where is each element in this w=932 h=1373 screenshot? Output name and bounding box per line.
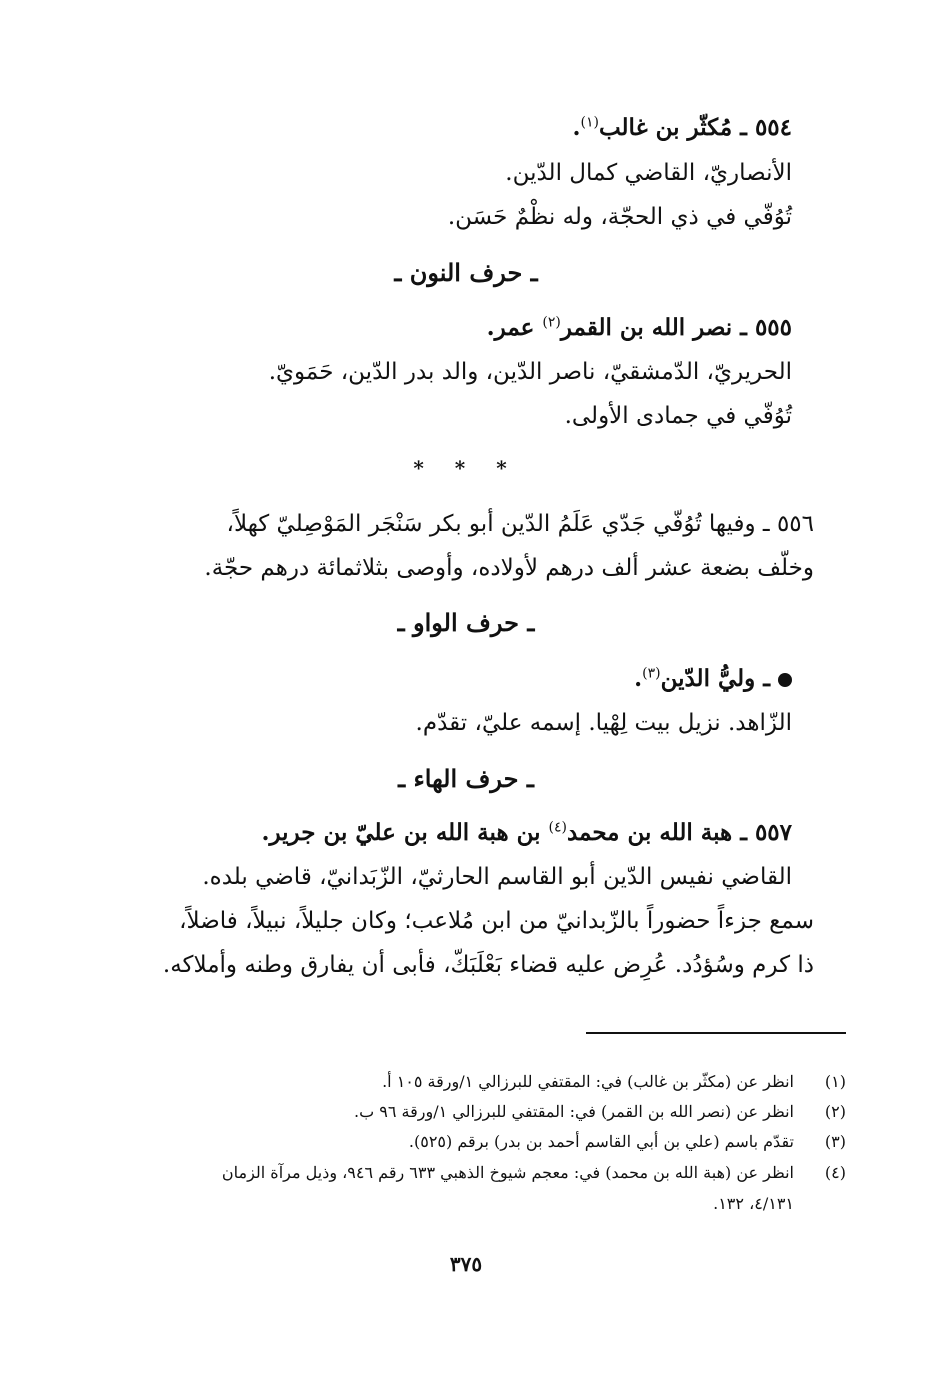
entry-554-heading bbox=[572, 113, 792, 143]
entry-555-heading bbox=[487, 313, 792, 343]
entry-555-title-end: عمر. bbox=[486, 314, 543, 341]
entry-555-line-2: تُوُفّي في جمادى الأولى. bbox=[564, 403, 792, 429]
footnote-1-number: (١) bbox=[824, 1072, 846, 1091]
entry-557-title: ٥٥٧ ـ هبة الله بن محمد bbox=[566, 819, 792, 846]
entry-556-line-2: وخلّف بضعة عشر ألف درهم لأولاده، وأوصى بثلاثمائة درهم حجّة. bbox=[204, 555, 814, 581]
entry-557-line-3: ذا كرم وسُؤدُد. عُرِض عليه قضاء بَعْلَبَكّ، فأبى أن يفارق وطنه وأملاكه. bbox=[162, 952, 814, 978]
footnote-ref-2: (٢) bbox=[542, 314, 561, 331]
entry-wali-title: ـ وليُّ الدّين bbox=[660, 665, 770, 692]
footnote-3 bbox=[86, 1129, 846, 1155]
footnote-3-text: تقدّم باسم (علي بن أبي القاسم أحمد بن بدر) برقم (٥٢٥). bbox=[408, 1132, 794, 1151]
footnote-1 bbox=[86, 1069, 846, 1095]
page-number: ٣٧٥ bbox=[449, 1252, 483, 1276]
section-heading-nun: ـ حرف النون ـ bbox=[394, 258, 538, 287]
footnote-2-number: (٢) bbox=[824, 1102, 846, 1121]
footnote-2-text: انظر عن (نصر الله بن القمر) في: المقتفي للبرزالي ١/ورقة ٩٦ ب. bbox=[354, 1102, 794, 1121]
entry-554-line-2: تُوُفّي في ذي الحجّة، وله نظْمٌ حَسَن. bbox=[447, 204, 792, 230]
section-heading-ha: ـ حرف الهاء ـ bbox=[398, 764, 534, 793]
section-separator-stars: * * * bbox=[413, 456, 519, 480]
entry-wali-title-end: . bbox=[634, 665, 643, 692]
entry-557-title-end: بن هبة الله بن عليّ بن جرير. bbox=[261, 819, 549, 846]
entry-555-title: ٥٥٥ ـ نصر الله بن القمر bbox=[560, 314, 792, 341]
footnote-ref-4: (٤) bbox=[548, 819, 567, 836]
footnote-4-continuation: ٤/١٣١، ١٣٢. bbox=[713, 1194, 794, 1213]
footnote-3-number: (٣) bbox=[824, 1132, 846, 1151]
footnote-4-text: انظر عن (هبة الله بن محمد) في: معجم شيوخ الذهبي ٦٣٣ رقم ٩٤٦، وذيل مرآة الزمان bbox=[221, 1163, 794, 1182]
entry-554-title-end: . bbox=[572, 114, 581, 141]
footnote-4-number: (٤) bbox=[824, 1163, 846, 1182]
entry-555-line-1: الحريريّ، الدّمشقيّ، ناصر الدّين، والد بدر الدّين، حَمَويّ. bbox=[268, 359, 792, 385]
entry-wali-line-1: الزّاهد. نزيل بيت لِهْيا. إسمه عليّ، تقدّم. bbox=[415, 710, 792, 736]
footnote-2 bbox=[86, 1099, 846, 1125]
entry-wali-heading bbox=[634, 664, 792, 694]
footnote-ref-3: (٣) bbox=[642, 665, 661, 682]
bullet-icon bbox=[778, 673, 792, 687]
footnote-ref-1: (١) bbox=[580, 114, 599, 131]
footnote-divider bbox=[586, 1032, 846, 1034]
entry-554-line-1: الأنصاريّ، القاضي كمال الدّين. bbox=[505, 160, 792, 186]
entry-557-line-2: سمع جزءاً حضوراً بالزّبدانيّ من ابن مُلاعب؛ وكان جليلاً، نبيلاً، فاضلاً، bbox=[179, 908, 814, 934]
section-heading-waw: ـ حرف الواو ـ bbox=[397, 608, 535, 637]
entry-554-title: ٥٥٤ ـ مُكثّر بن غالب bbox=[598, 114, 792, 141]
entry-557-heading bbox=[261, 818, 792, 848]
footnote-4 bbox=[86, 1160, 846, 1186]
footnote-1-text: انظر عن (مكثّر بن غالب) في: المقتفي للبرزالي ١/ورقة ١٠٥ أ. bbox=[382, 1072, 794, 1091]
entry-556-line-1: ٥٥٦ ـ وفيها تُوُفّي جَدّي عَلَمُ الدّين أبو بكر سَنْجَر المَوْصِليّ كهلاً، bbox=[226, 511, 814, 537]
entry-557-line-1: القاضي نفيس الدّين أبو القاسم الحارثيّ، الزّبَدانيّ، قاضي بلده. bbox=[202, 864, 792, 890]
